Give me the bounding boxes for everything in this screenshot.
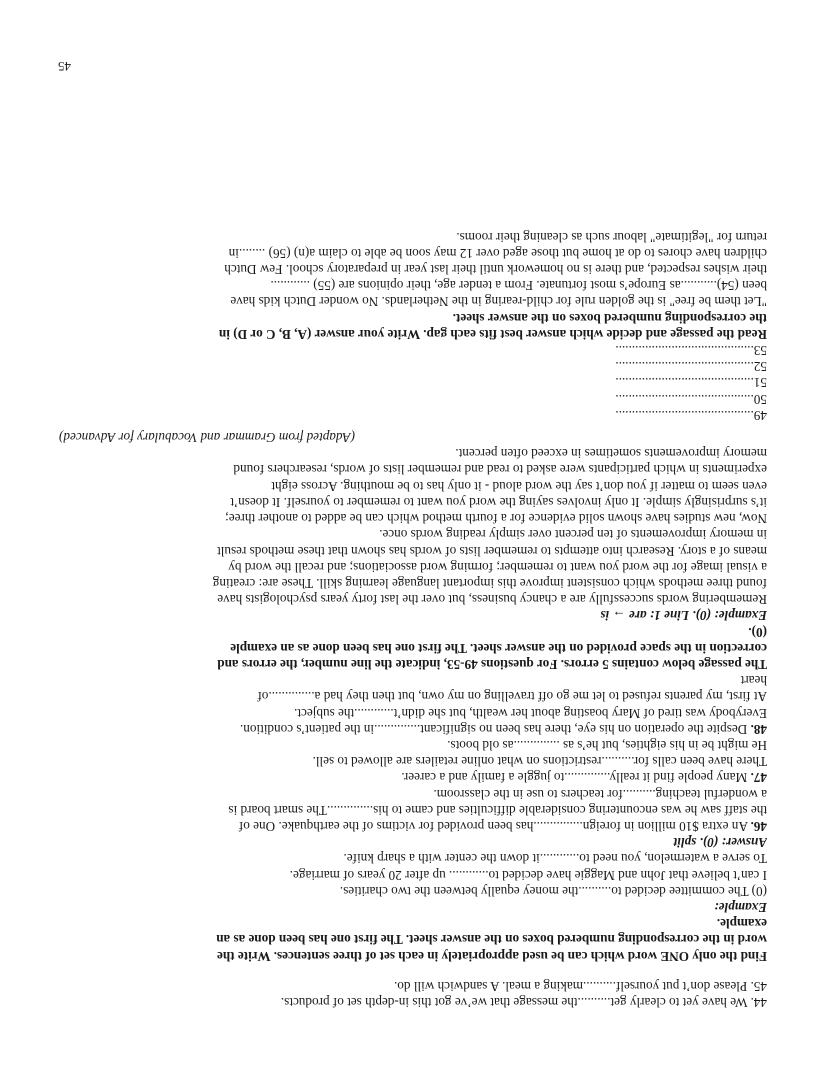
instruction-line: word in the corresponding numbered boxes on the answer sheet. The first one has been done as an [216, 932, 767, 948]
answer-blank-line: 52.......................................... [615, 359, 767, 375]
text-line: He might be in his eighties, but he’s as ..............as old boots. [447, 737, 767, 753]
example-label: Answer: (0). split [673, 835, 767, 851]
source-citation: (Adapted from Grammar and Vocabulary for Advanced) [59, 430, 355, 446]
text-line: a wonderful teaching..........for teachers to use in the classroom. [433, 786, 767, 802]
text-line: found three methods which consistent improve this important language learning skill. These are: creating [212, 575, 767, 591]
instruction-line: example. [716, 916, 767, 932]
question-line: 48. Despite the operation on his eye, there has been no significant..............in the patient’s condition. [239, 721, 767, 737]
question-number: 46. [750, 818, 767, 834]
example-label: Example: (0). Line 1: are → is [600, 608, 767, 624]
text-line: their wishes respected, and there is no homework until their last year in preparatory school. Few Dutch [224, 262, 767, 278]
text-line: At first, my parents refused to let me go off travelling on my own, but then they had a..............of [257, 689, 767, 705]
text-line: in memory improvements of ten percent over simply reading words once. [379, 527, 767, 543]
answer-blank-line: 50.......................................... [615, 391, 767, 407]
instruction-line: correction in the space provided on the answer sheet. The first one has been done as an example [230, 640, 767, 656]
text-line: Now, new studies have shown solid evidence for a fourth method which can be added to another three; [225, 511, 767, 527]
spacer [59, 964, 767, 978]
question-line: 46. An extra $10 million in foreign...............has been provided for victims of the earthquake. One of [238, 818, 767, 834]
instruction-line: Find the only ONE word which can be used appropriately in each set of three sentences. Write the [217, 948, 767, 964]
text-line: Everybody was tired of Mary boasting about her wealth, but she didn’t............the subject. [294, 705, 767, 721]
spacer [59, 423, 767, 429]
page-content [59, 228, 767, 1010]
text-line: "Let them be free" is the golden rule for child-rearing in the Netherlands. No wonder Dutch kids have [230, 294, 767, 310]
question-number: 48. [750, 721, 767, 737]
text-line: To serve a watermelon, you need to............it down the center with a sharp knife. [343, 851, 767, 867]
text-line: it’s surprisingly simple. It only involves saying the word you want to remember to yourself. It doesn’t [230, 494, 767, 510]
text-line: children have chores to do at home but those aged over 12 may soon be able to claim a(n) (56) ........in [228, 245, 767, 261]
text-line: even seem to matter if you don’t say the word aloud - it only has to be mouthing. Across eight [271, 478, 767, 494]
instruction-line: the corresponding numbered boxes on the answer sheet. [452, 310, 767, 326]
answer-blank-line: 49.......................................... [615, 407, 767, 423]
text-line: Remembering words successfully are a chancy business, but over the last forty years psychologists have [217, 592, 767, 608]
text-line: heart [740, 673, 767, 689]
instruction-line: Read the passage and decide which answer best fits each gap. Write your answer (A, B, C or D) in [218, 326, 767, 342]
example-label: Example: [714, 899, 767, 915]
question-number: 47. [750, 770, 767, 786]
question-line: 47. Many people find it really..............to juggle a family and a career. [401, 770, 767, 786]
text-line: (0) The committee decided to..........the money equally between the two charities. [339, 883, 767, 899]
instruction-line: The passage below contains 5 errors. For questions 49-53, indicate the line number, the errors and [217, 656, 767, 672]
text-line: return for "legitimate" labour such as cleaning their rooms. [456, 229, 767, 245]
answer-blank-line: 51.......................................... [615, 375, 767, 391]
text-line: 45. Please don’t put yourself..........making a meal. A sandwich will do. [394, 978, 767, 994]
text-line: memory improvements sometimes in exceed often percent. [455, 446, 767, 462]
text-line: I can’t believe that John and Maggie have decided to............ up after 20 years of marriage. [289, 867, 767, 883]
page-number: 45 [58, 59, 71, 74]
text-line: There have been calls for..........restrictions on what online retailers are allowed to sell. [312, 754, 767, 770]
instruction-line: (0). [748, 624, 767, 640]
text-line: the staff saw he was encountering considerable difficulties and came to his..............The smart board is [228, 802, 767, 818]
text-line: experiments in which participants were asked to read and remember lists of words, researchers found [233, 462, 767, 478]
text-line: a visual image for the word you want to remember; forming word associations; and recall the word by [228, 559, 767, 575]
answer-blank-line: 53.......................................... [615, 343, 767, 359]
text-line: means of a story. Research into attempts to remember lists of words has shown that these methods result [217, 543, 767, 559]
text-line: 44. We have yet to clearly get..........the message that we’ve got this in-depth set of products. [280, 995, 767, 1010]
text-line: been (54)...........as Europe’s most fortunate. From a tender age, their opinions are (55) ............ [270, 278, 767, 294]
